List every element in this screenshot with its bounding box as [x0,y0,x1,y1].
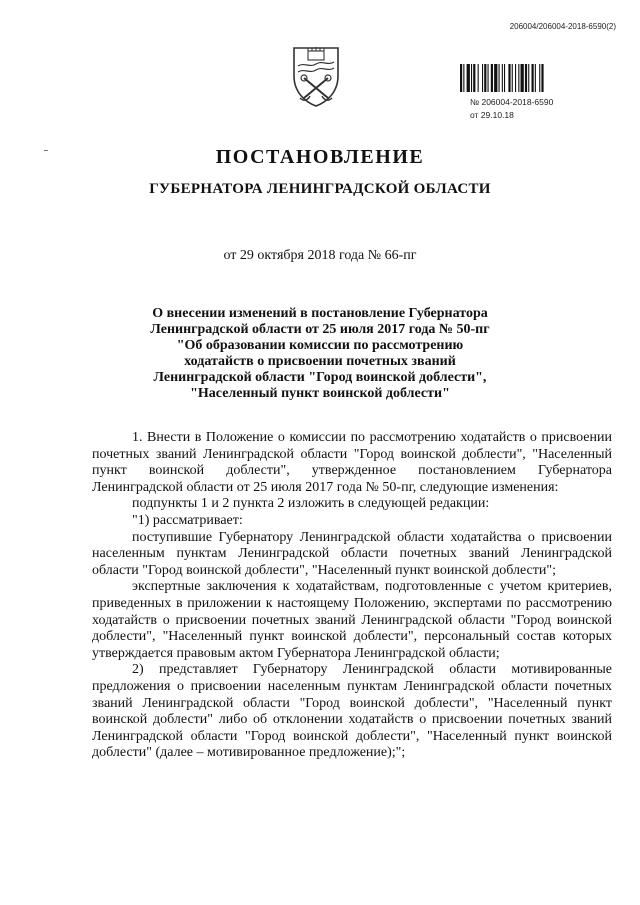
barcode-bar [473,64,475,92]
heading-line: О внесении изменений в постановление Губернатора [152,306,488,321]
barcode-bar [528,64,529,92]
barcode-bar [467,64,470,92]
body-paragraph: 2) представляет Губернатору Ленинградской области мотивированные предложения о присвоении населенным пунктам Ленинградской области почетных званий Ленинградской области "Город воинской доблести", "Населенный пункт воинской доблести" либо об отклонении ходатайств о присвоении почетных званий Ленинградской области "Город воинской доблести", "Населенный пункт воинской доблести" (далее – мотивированное предложение);"; [92,662,612,761]
heading-line: Ленинградской области от 25 июля 2017 года № 50-пг [150,322,490,337]
document-title: ПОСТАНОВЛЕНИЕ [215,146,425,168]
barcode-bar [494,64,497,92]
heading-line: Ленинградской области "Город воинской доблести", [153,370,487,385]
barcode-bar [471,64,472,92]
body-paragraph: экспертные заключения к ходатайствам, подготовленные с учетом критериев, приведенных в приложении к настоящему Положению, экспертами по рассмотрению ходатайств о присвоении почетных званий Ленинградской области "Город воинской доблести", "Населенный пункт воинской доблести", персональный состав которых утверждается правовым актом Губернатора Ленинградской области; [92,579,612,661]
barcode-bar [539,64,540,92]
document-date-number: от 29 октября 2018 года № 66-пг [223,248,417,263]
barcode-bar [525,64,527,92]
body-paragraph: "1) рассматривает: [132,512,243,528]
body-paragraph: подпункты 1 и 2 пункта 2 изложить в следующей редакции: [132,496,490,512]
heading-line: ходатайств о присвоении почетных званий [184,354,456,369]
barcode-bar [532,64,534,92]
barcode-bar [460,64,462,92]
barcode-bar [521,64,524,92]
barcode-bar [463,64,464,92]
registration-number: № 206004-2018-6590 [470,97,554,107]
body-paragraph: 1. Внести в Положение о комиссии по рассмотрению ходатайств о присвоении почетных званий Ленинградской области "Город воинской доблести", "Населенный пункт воинской доблести", утвержденное постановлением Губернатора Ленинградской области от 25 июля 2017 года № 50-пг, следующие изменения: [92,430,612,495]
document-heading [0,306,640,402]
barcode-bar [499,64,500,92]
document-body [92,430,612,762]
barcode-bar [518,64,519,92]
heading-line: "Населенный пункт воинской доблести" [190,386,450,401]
barcode-image [460,64,610,92]
document-id: 206004/206004-2018-6590(2) [509,22,616,31]
heading-line: "Об образовании комиссии по рассмотрению [176,338,464,353]
barcode-bar [502,64,503,92]
registration-date: от 29.10.18 [470,110,514,120]
coat-of-arms-icon [286,42,346,108]
barcode-bar [488,64,489,92]
body-paragraph: поступившие Губернатору Ленинградской области ходатайства о присвоении населенным пунктам Ленинградской области почетных званий Ленинградской области "Город воинской доблести", "Населенный пункт воинской доблести"; [92,529,612,578]
registration-info [470,96,553,122]
barcode-bar [491,64,493,92]
barcode-bar [515,64,516,92]
barcode-bar [482,64,483,92]
barcode-bar [535,64,536,92]
barcode-bar [541,64,543,92]
barcode-bar [478,64,479,92]
barcode-bar [512,64,513,92]
barcode-bar [504,64,505,92]
barcode-bar [484,64,486,92]
barcode-bar [508,64,510,92]
document-subtitle: ГУБЕРНАТОРА ЛЕНИНГРАДСКОЙ ОБЛАСТИ [149,181,491,197]
